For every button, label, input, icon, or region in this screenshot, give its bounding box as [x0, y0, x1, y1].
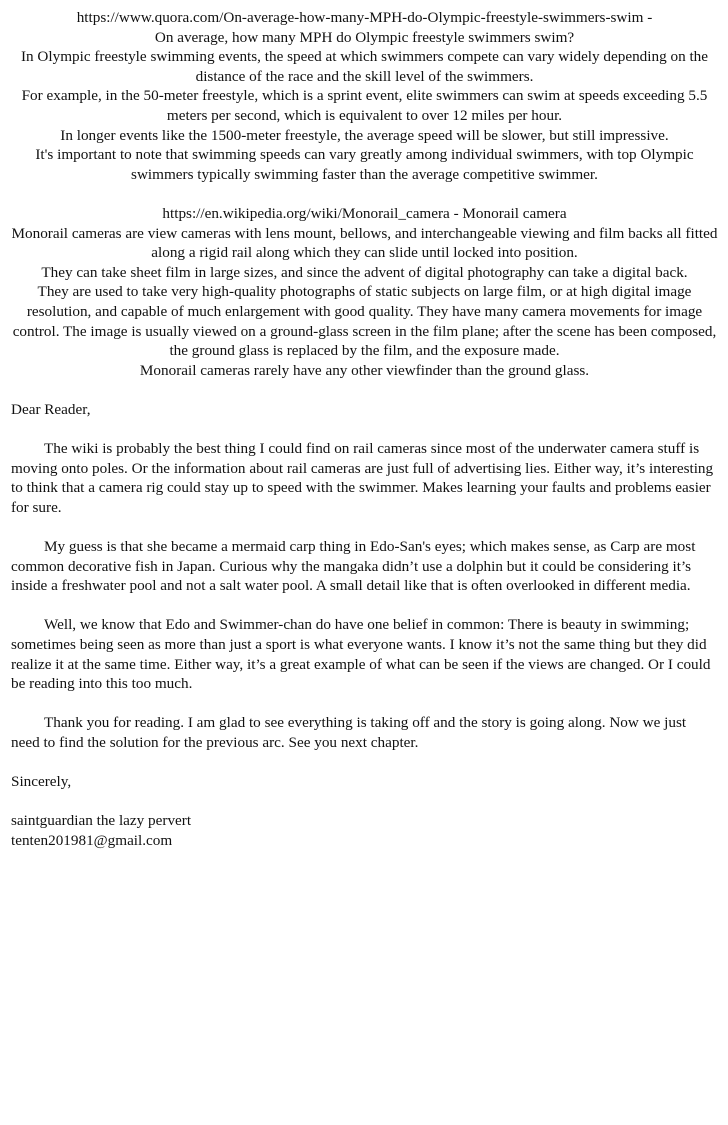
quora-question: On average, how many MPH do Olympic freestyle swimmers swim?: [154, 28, 575, 46]
spacer: [11, 596, 718, 616]
spacer: [11, 419, 718, 439]
letter-paragraph: Thank you for reading. I am glad to see everything is taking off and the story is going along. Now we just need to find the solution for the previous arc. See you next chapter.: [11, 714, 687, 751]
wiki-url: https://en.wikipedia.org/wiki/Monorail_camera - Monorail camera: [162, 204, 567, 222]
quora-paragraph: It's important to note that swimming speeds can vary greatly among individual swimmers, with top Olympic swimmers typically swimming faster than the average competitive swimmer.: [35, 146, 694, 183]
quora-paragraph: In Olympic freestyle swimming events, the speed at which swimmers compete can vary widely depending on the distance of the race and the skill level of the swimmers.: [20, 48, 709, 85]
spacer: [11, 753, 718, 773]
letter: [11, 400, 718, 851]
wiki-paragraph: They are used to take very high-quality photographs of static subjects on large film, or at high digital image resolution, and capable of much enlargement with good quality. They have many camera movements for image control. The image is usually viewed on a ground-glass screen in the film plane; after the scene has been composed, the ground glass is replaced by the film, and the exposure made.: [12, 283, 717, 360]
wiki-paragraph: Monorail cameras rarely have any other viewfinder than the ground glass.: [139, 361, 590, 379]
spacer: [11, 184, 718, 204]
spacer: [11, 517, 718, 537]
quora-paragraph: For example, in the 50-meter freestyle, which is a sprint event, elite swimmers can swim at speeds exceeding 5.5 meters per second, which is equivalent to over 12 miles per hour.: [21, 87, 708, 124]
spacer: [11, 792, 718, 812]
letter-paragraph: The wiki is probably the best thing I could find on rail cameras since most of the underwater camera stuff is moving onto poles. Or the information about rail cameras are just full of advertising lies. Either way, it’s interesting to think that a camera rig could stay up to speed with the swimmer. Makes learning your faults and problems easier for sure.: [11, 440, 714, 516]
letter-paragraph: My guess is that she became a mermaid carp thing in Edo-San's eyes; which makes sense, as Carp are most common decorative fish in Japan. Curious why the mangaka didn’t use a dolphin but it could be considering it’s inside a freshwater pool and not a salt water pool. A small detail like that is often overlooked in different media.: [11, 538, 696, 595]
quora-excerpt: [11, 8, 718, 184]
quora-url: https://www.quora.com/On-average-how-many-MPH-do-Olympic-freestyle-swimmers-swim -: [76, 9, 653, 26]
letter-signature: saintguardian the lazy pervert: [11, 812, 192, 830]
spacer: [11, 694, 718, 714]
quora-paragraph: In longer events like the 1500-meter freestyle, the average speed will be slower, but still impressive.: [60, 126, 669, 144]
letter-closing: Sincerely,: [11, 773, 72, 791]
letter-greeting: Dear Reader,: [11, 400, 91, 418]
wiki-paragraph: They can take sheet film in large sizes, and since the advent of digital photography can take a digital back.: [41, 263, 688, 281]
author-email: tenten201981@gmail.com: [11, 831, 173, 849]
letter-paragraph: Well, we know that Edo and Swimmer-chan do have one belief in common: There is beauty in swimming; sometimes being seen as more than just a sport is what everyone wants. I know it’s not the same thing but they did realize it at the same time. Either way, it’s a great example of what can be seen if the views are changed. Or I could be reading into this too much.: [11, 616, 711, 693]
wiki-paragraph: Monorail cameras are view cameras with lens mount, bellows, and interchangeable viewing and film backs all fitted along a rigid rail along which they can slide until locked into position.: [11, 224, 718, 262]
spacer: [11, 380, 718, 400]
wiki-excerpt: [11, 204, 718, 380]
